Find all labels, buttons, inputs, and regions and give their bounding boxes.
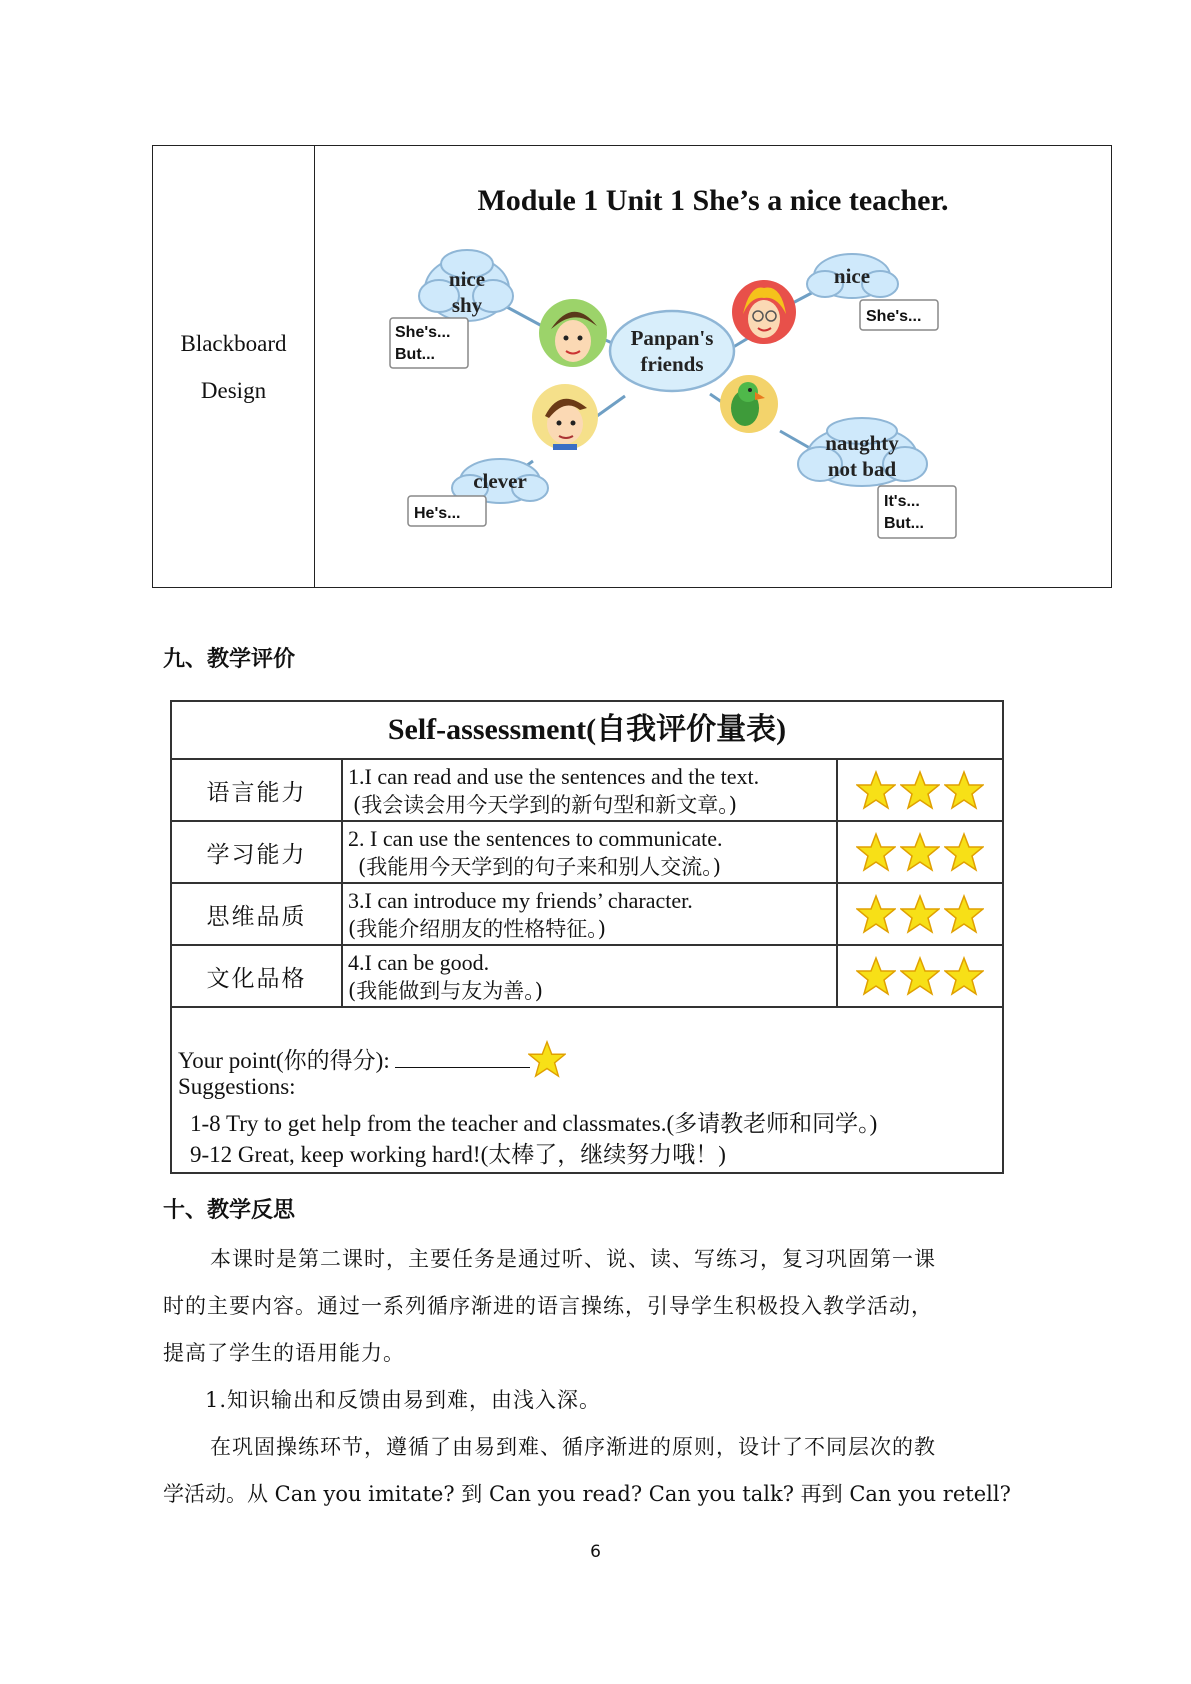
row-category: 文化品格 <box>172 946 343 1006</box>
cloud-top-left-word1: nice <box>448 267 486 291</box>
self-assessment-table <box>170 700 1004 1174</box>
reflection-line-6: 学活动。从 Can you imitate? 到 Can you read? Can you talk? 再到 Can you retell? <box>163 1482 1011 1506</box>
row-description-zh: (我能介绍朋友的性格特征。) <box>348 917 606 941</box>
row-description-zh: (我能做到与友为善。) <box>348 979 543 1003</box>
star-icon <box>944 894 984 934</box>
star-icon <box>856 832 896 872</box>
parrot-portrait-icon <box>720 375 778 433</box>
row-description-en: 2. I can use the sentences to communicate. <box>348 826 723 851</box>
star-icon <box>856 770 896 810</box>
row-stars <box>838 884 1002 944</box>
reflection-line-5: 在巩固操练环节，遵循了由易到难、循序渐进的原则，设计了不同层次的教 <box>210 1435 936 1459</box>
table-row <box>172 884 1002 946</box>
star-icon <box>900 770 940 810</box>
row-stars <box>838 946 1002 1006</box>
note-bottom-right-line1: It's... <box>884 493 920 510</box>
note-top-right-line1: She's... <box>866 308 922 325</box>
star-icon <box>944 832 984 872</box>
row-description <box>343 760 838 820</box>
table-row <box>172 946 1002 1008</box>
center-text-line2: friends <box>640 352 704 376</box>
row-stars <box>838 822 1002 882</box>
star-icon <box>944 770 984 810</box>
note-top-right <box>860 300 938 330</box>
reflection-line-1: 本课时是第二课时，主要任务是通过听、说、读、写练习，复习巩固第一课 <box>210 1247 936 1271</box>
star-icon <box>528 1040 566 1078</box>
center-text-line1: Panpan's <box>630 326 714 350</box>
star-icon <box>900 894 940 934</box>
boy-portrait-icon <box>532 384 598 450</box>
blackboard-title: Module 1 Unit 1 She’s a nice teacher. <box>477 184 949 217</box>
reflection-line-2: 时的主要内容。通过一系列循序渐进的语言操练，引导学生积极投入教学活动， <box>163 1294 933 1318</box>
mind-map <box>315 146 1111 586</box>
blackboard-label-line2: Design <box>200 377 267 403</box>
your-point-label: Your point(你的得分): <box>178 1048 390 1073</box>
cloud-bottom-right-word1: naughty <box>825 431 899 455</box>
cloud-top-right-word1: nice <box>833 264 871 288</box>
star-icon <box>944 956 984 996</box>
star-icon <box>856 894 896 934</box>
suggestions-label: Suggestions: <box>178 1074 296 1099</box>
score-blank <box>395 1047 530 1068</box>
teacher-portrait-icon <box>732 280 796 344</box>
row-category: 思维品质 <box>172 884 343 944</box>
note-top-left-line2: But... <box>395 346 435 363</box>
note-bottom-right <box>878 486 956 538</box>
assessment-footer <box>172 1008 1002 1172</box>
suggestion-2: 9-12 Great, keep working hard!(太棒了，继续努力哦！) <box>190 1142 726 1167</box>
girl-portrait-icon <box>539 299 607 367</box>
star-icon <box>856 956 896 996</box>
table-row <box>172 822 1002 884</box>
cloud-bottom-left-word1: clever <box>473 469 527 493</box>
suggestion-1: 1-8 Try to get help from the teacher and classmates.(多请教老师和同学。) <box>190 1111 878 1136</box>
note-bottom-left <box>408 496 486 526</box>
table-row <box>172 760 1002 822</box>
cloud-top-left-word2: shy <box>451 293 483 317</box>
note-top-left <box>390 318 468 368</box>
row-description <box>343 884 838 944</box>
row-stars <box>838 760 1002 820</box>
row-description <box>343 822 838 882</box>
center-bubble <box>610 311 734 391</box>
star-icon <box>900 956 940 996</box>
note-top-left-line1: She's... <box>395 324 451 341</box>
reflection-line-3: 提高了学生的语用能力。 <box>163 1341 405 1365</box>
row-description <box>343 946 838 1006</box>
blackboard-label-line1: Blackboard <box>180 330 287 356</box>
self-assessment-title: Self-assessment(自我评价量表) <box>172 702 1002 760</box>
row-description-en: 1.I can read and use the sentences and the text. <box>348 764 760 789</box>
section9-heading: 九、教学评价 <box>163 646 296 672</box>
row-description-en: 4.I can be good. <box>348 950 490 975</box>
star-icon <box>900 832 940 872</box>
blackboard-content-cell <box>315 146 1111 587</box>
note-bottom-right-line2: But... <box>884 515 924 532</box>
note-bottom-left-line1: He's... <box>414 505 461 522</box>
row-description-en: 3.I can introduce my friends’ character. <box>348 888 693 913</box>
page-number: 6 <box>590 1542 601 1562</box>
row-category: 学习能力 <box>172 822 343 882</box>
blackboard-design-table <box>152 145 1112 588</box>
row-description-zh: (我会读会用今天学到的新句型和新文章。) <box>353 793 737 817</box>
section10-heading: 十、教学反思 <box>163 1197 296 1223</box>
row-description-zh: (我能用今天学到的句子来和别人交流。) <box>358 855 721 879</box>
reflection-line-4: 1.知识输出和反馈由易到难，由浅入深。 <box>205 1388 602 1412</box>
your-point-line <box>178 1040 566 1078</box>
cloud-bottom-right-word2: not bad <box>827 457 897 481</box>
row-category: 语言能力 <box>172 760 343 820</box>
blackboard-label-cell <box>153 146 315 587</box>
